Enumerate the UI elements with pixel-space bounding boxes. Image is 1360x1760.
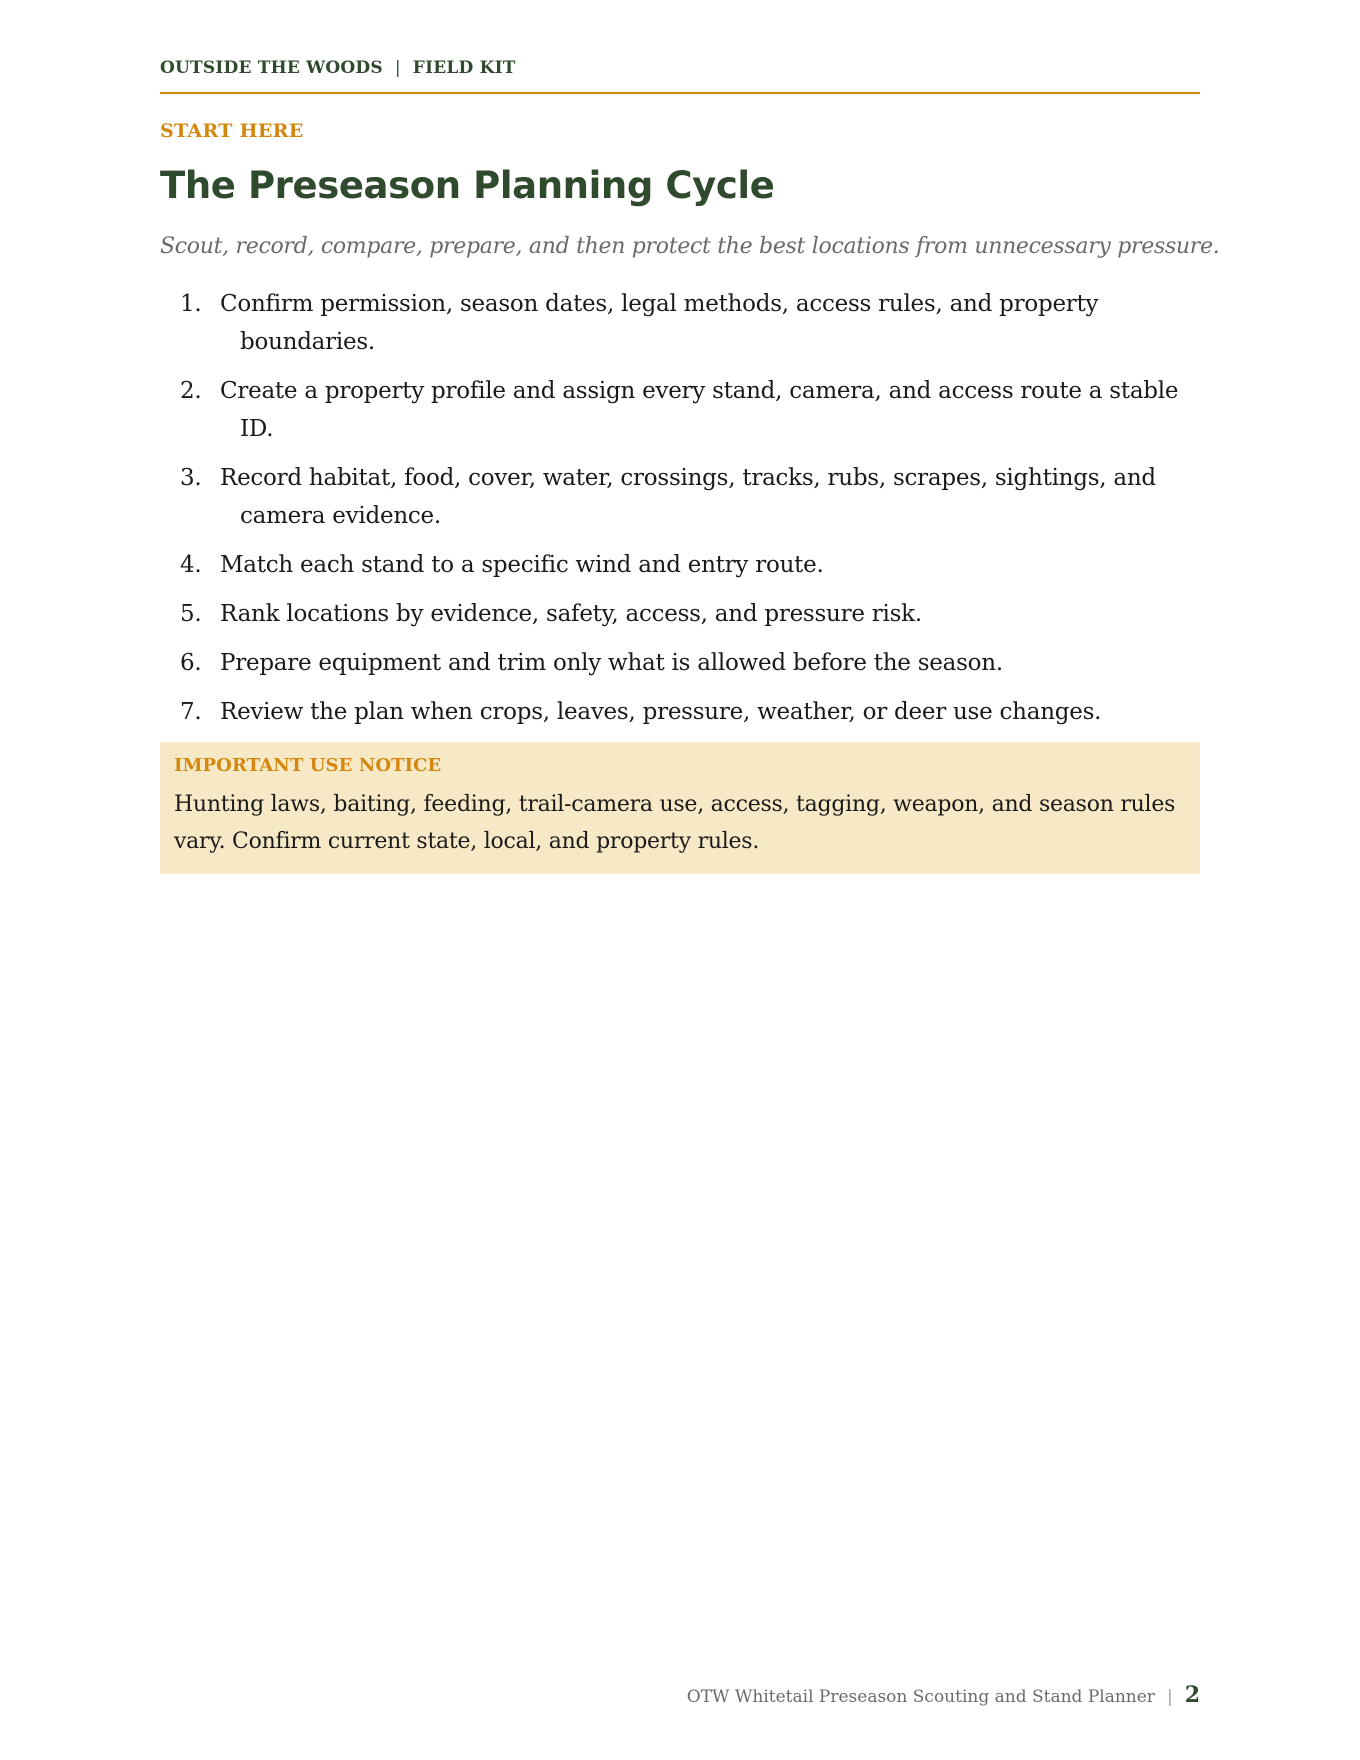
step-text: Prepare equipment and trim only what is allowed before the season. <box>220 650 1003 677</box>
list-item <box>160 644 1200 682</box>
step-text: Review the plan when crops, leaves, pressure, weather, or deer use changes. <box>220 699 1102 726</box>
list-item <box>160 372 1200 448</box>
running-header <box>160 58 1200 94</box>
footer-separator: | <box>1166 1687 1173 1707</box>
notice-body: Hunting laws, baiting, feeding, trail-camera use, access, tagging, weapon, and season rules vary. Confirm current state, local, and property rules. <box>174 792 1176 855</box>
list-item <box>160 459 1200 535</box>
step-text: Rank locations by evidence, safety, access, and pressure risk. <box>220 601 922 628</box>
list-item <box>160 546 1200 584</box>
header-brand: OUTSIDE THE WOODS <box>160 58 383 78</box>
list-item <box>160 285 1200 361</box>
step-text: Record habitat, food, cover, water, crossings, tracks, rubs, scrapes, sightings, and <box>220 465 1156 492</box>
footer-doc-title: OTW Whitetail Preseason Scouting and Stand Planner <box>686 1687 1155 1707</box>
important-use-notice <box>160 742 1200 874</box>
step-number: 1. <box>180 291 202 318</box>
step-text: Confirm permission, season dates, legal methods, access rules, and property <box>220 291 1099 318</box>
notice-label: IMPORTANT USE NOTICE <box>174 755 442 777</box>
step-text-continued: ID. <box>240 416 274 443</box>
section-kicker: START HERE <box>160 120 304 142</box>
step-text: Match each stand to a specific wind and entry route. <box>220 552 824 579</box>
header-section: FIELD KIT <box>412 58 516 78</box>
step-text-continued: camera evidence. <box>240 503 441 530</box>
page-title: The Preseason Planning Cycle <box>160 164 775 207</box>
step-number: 5. <box>180 601 202 628</box>
page-footer <box>687 1682 1200 1708</box>
step-number: 6. <box>180 650 202 677</box>
page-number: 2 <box>1184 1682 1200 1708</box>
header-separator: | <box>394 58 401 78</box>
step-text: Create a property profile and assign every stand, camera, and access route a stable <box>220 378 1179 405</box>
step-text-continued: boundaries. <box>240 329 375 356</box>
page-subtitle: Scout, record, compare, prepare, and then protect the best locations from unnecessary pressure. <box>160 234 1220 260</box>
step-number: 2. <box>180 378 202 405</box>
planning-steps-list <box>160 285 1200 731</box>
list-item <box>160 693 1200 731</box>
step-number: 7. <box>180 699 202 726</box>
list-item <box>160 595 1200 633</box>
step-number: 3. <box>180 465 202 492</box>
document-page <box>160 0 1220 874</box>
step-number: 4. <box>180 552 202 579</box>
